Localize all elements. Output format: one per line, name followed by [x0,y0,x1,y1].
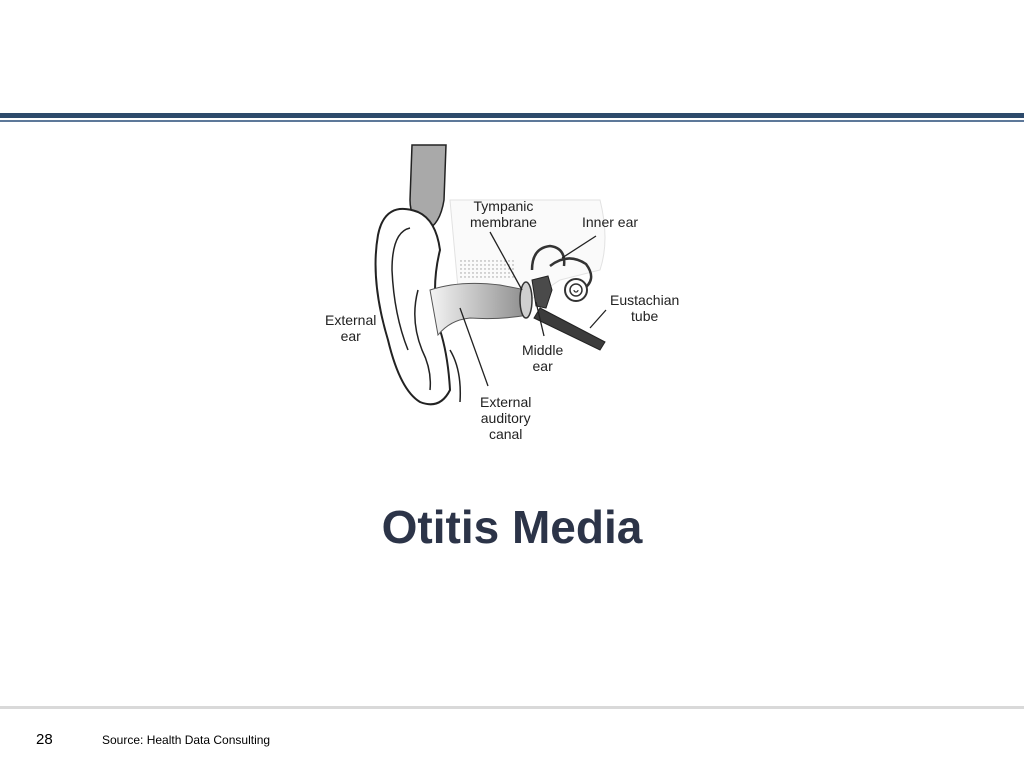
tympanic-membrane-shape [520,282,532,318]
header-divider [0,113,1024,122]
label-external-auditory-canal: External auditory canal [480,394,532,442]
header-divider-thin [0,120,1024,122]
slide-title: Otitis Media [381,501,643,553]
cochlea-inner [570,284,582,296]
footer-divider [0,706,1024,709]
label-external-ear: External ear [325,312,377,344]
leader-eustachian [590,310,606,328]
ear-anatomy-diagram [300,140,720,450]
label-middle-ear: Middle ear [522,342,564,374]
page-number: 28 [36,731,53,748]
header-divider-thick [0,113,1024,118]
label-eustachian-tube: Eustachian tube [610,292,680,324]
label-tympanic-membrane: Tympanic membrane [470,198,537,230]
temporal-bone [460,258,516,280]
leader-canal [460,308,488,386]
lobe-line [450,350,460,402]
source-note: Source: Health Data Consulting [102,733,271,747]
label-inner-ear: Inner ear [582,214,639,230]
ossicles [532,276,552,308]
ear-canal [430,283,528,335]
